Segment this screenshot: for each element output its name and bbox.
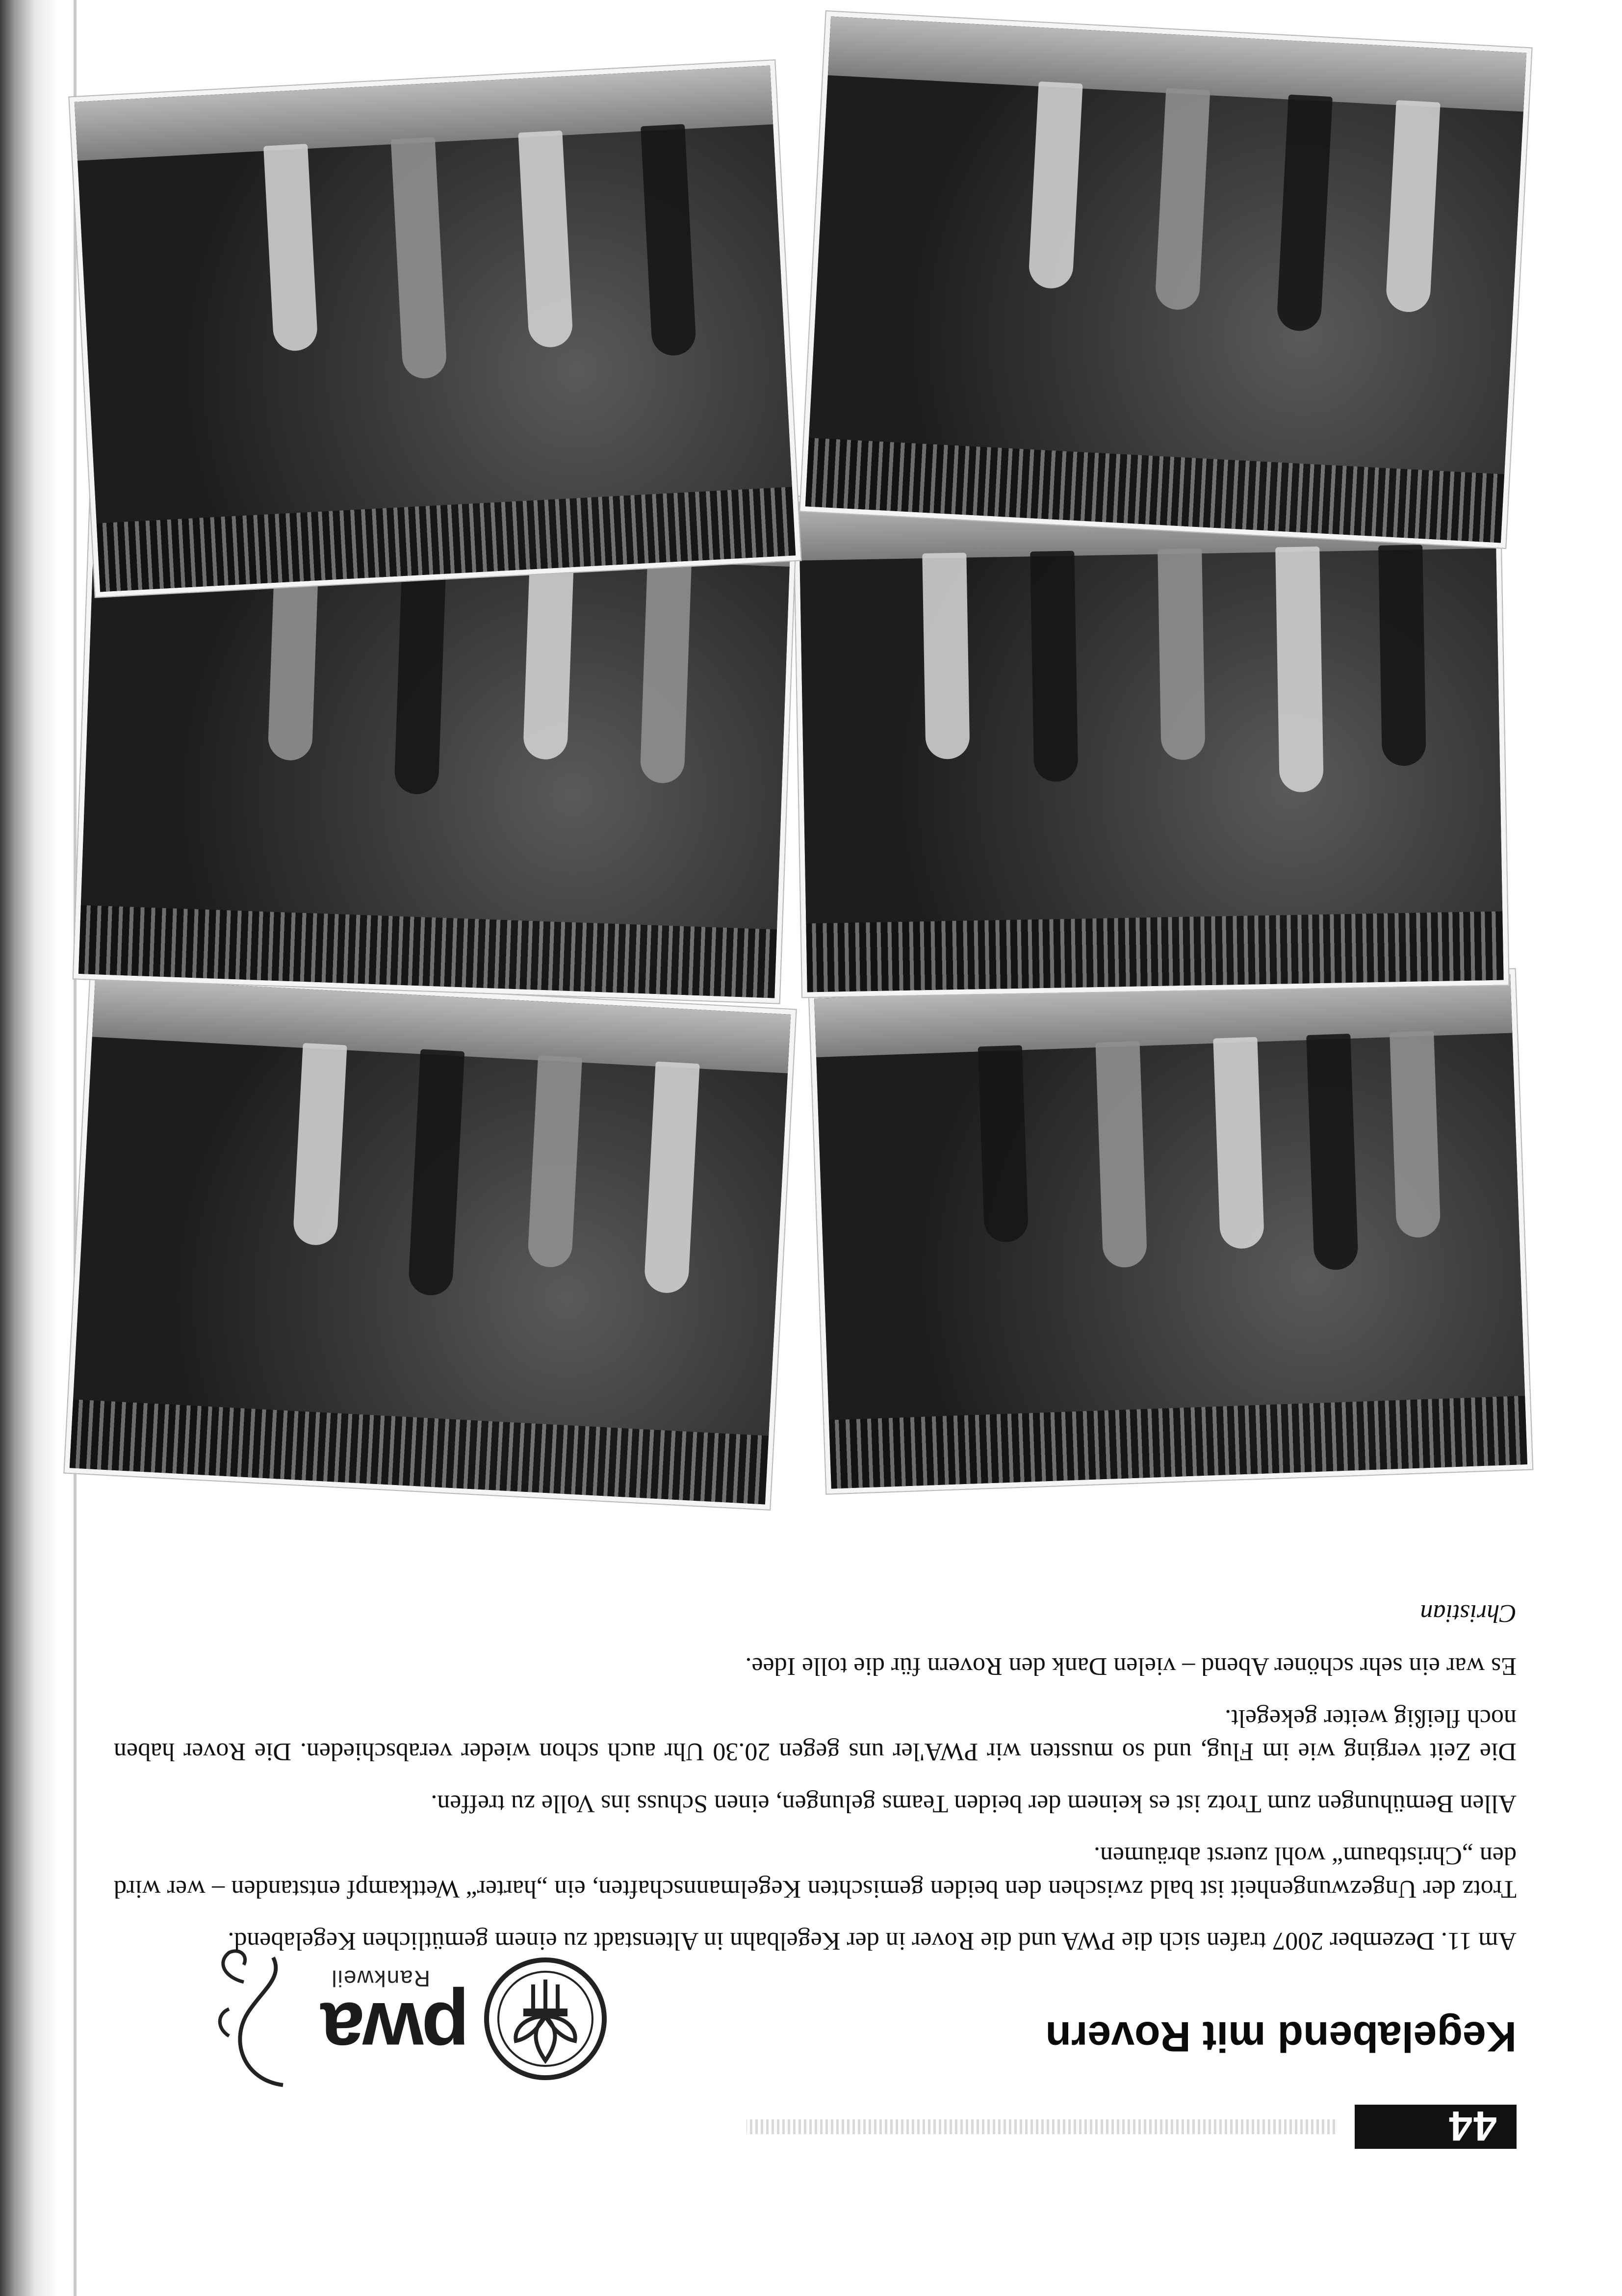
photo-bowling-1	[809, 969, 1533, 1494]
paragraph: Trotz der Ungezwungenheit ist bald zwischen den beiden gemischten Kegelmannschaften, ein „harter“ Wettkampf entstanden – wer wird den „Christbaum“ wohl zuerst abräumen.	[114, 1842, 1517, 1903]
paragraph: Es war ein sehr schöner Abend – vielen Dank den Rovern für die tolle Idee.	[745, 1652, 1517, 1680]
photo-bowling-6	[69, 60, 800, 597]
binding-shadow	[0, 0, 59, 2296]
page-number-bar	[99, 2102, 1517, 2149]
paragraph: Die Zeit verging wie im Flug, und so mussten wir PWA'ler uns gegen 20.30 Uhr auch schon wieder verabschieden. Die Rover haben noch fleißig weiter gekegelt.	[114, 1704, 1517, 1766]
paragraph: Am 11. Dezember 2007 trafen sich die PWA und die Rover in der Kegelbahn in Altenstadt zu einem gemütlichen Kegelabend.	[228, 1927, 1517, 1955]
pwa-logo	[214, 1943, 617, 2090]
photo-bowling-2	[64, 973, 796, 1510]
photo-bowling-5	[800, 11, 1531, 548]
photo-bowling-3	[794, 485, 1509, 997]
page-number: 44	[1448, 2102, 1497, 2149]
binding-line	[74, 0, 77, 2296]
article-body	[114, 1578, 1517, 1957]
author-signature: Christian	[1420, 1599, 1517, 1627]
dotted-rule	[747, 2119, 1335, 2134]
scout-lily-icon	[474, 1948, 617, 2090]
page-number-block	[1355, 2102, 1517, 2149]
paragraph: Allen Bemühungen zum Trotz ist es keinem der beiden Teams gelungen, einen Schuss ins Volle zu treffen.	[431, 1790, 1517, 1818]
article-title: Kegelabend mit Rovern	[1045, 2013, 1517, 2060]
logo-place: Rankweil	[331, 1966, 430, 1991]
swirl-ornament-icon	[205, 1948, 303, 2095]
logo-wordmark: pwa	[322, 1986, 469, 2074]
